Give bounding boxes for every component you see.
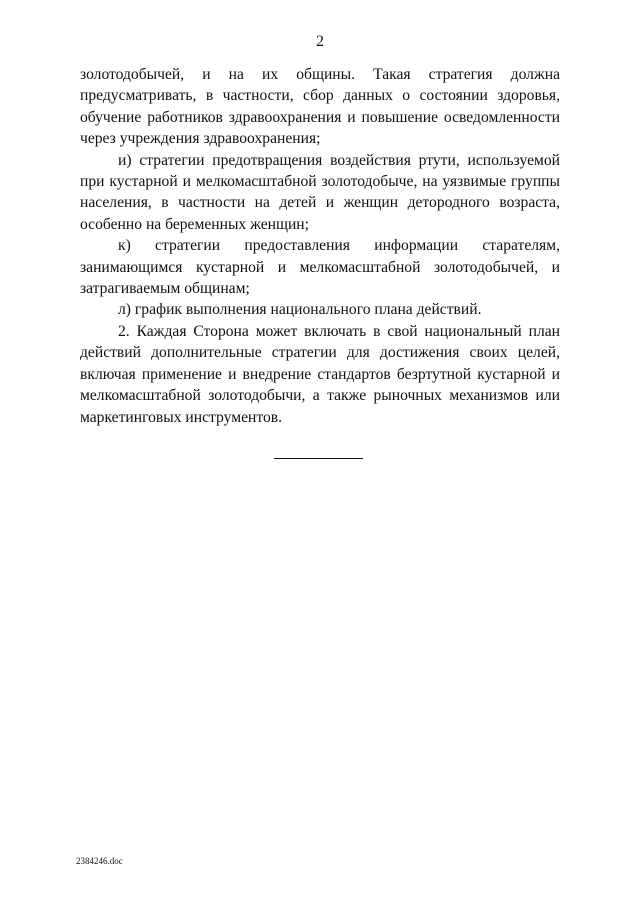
page-number: 2 (316, 33, 324, 50)
paragraph-clause-2: 2. Каждая Сторона может включать в свой национальный план действий дополнительные стратегии для достижения своих целей, включая применение и внедрение стандартов безртутной кустарной и мелкомасштабной золотодобычи, а также рыночных механизмов или маркетинговых инструментов. (80, 322, 560, 426)
paragraph-continuation: золотодобычей, и на их общины. Такая стратегия должна предусматривать, в частности, сбор данных о состоянии здоровья, обучение работников здравоохранения и повышение осведомленности через учреждения здравоохранения; (80, 66, 560, 148)
document-body (80, 64, 560, 428)
document-file-id: 2384246.doc (76, 856, 123, 866)
paragraph-item-l: л) график выполнения национального плана действий. (118, 301, 482, 319)
end-of-text-divider (274, 458, 363, 459)
paragraph-item-i: и) стратегии предотвращения воздействия ртути, используемой при кустарной и мелкомасштабной золотодобыче, на уязвимые группы населения, в частности на детей и женщин детородного возраста, особенно на беременных женщин; (80, 151, 560, 233)
paragraph-item-k: к) стратегии предоставления информации старателям, занимающимся кустарной и мелкомасштабной золотодобычей, и затрагиваемым общинам; (80, 237, 560, 298)
